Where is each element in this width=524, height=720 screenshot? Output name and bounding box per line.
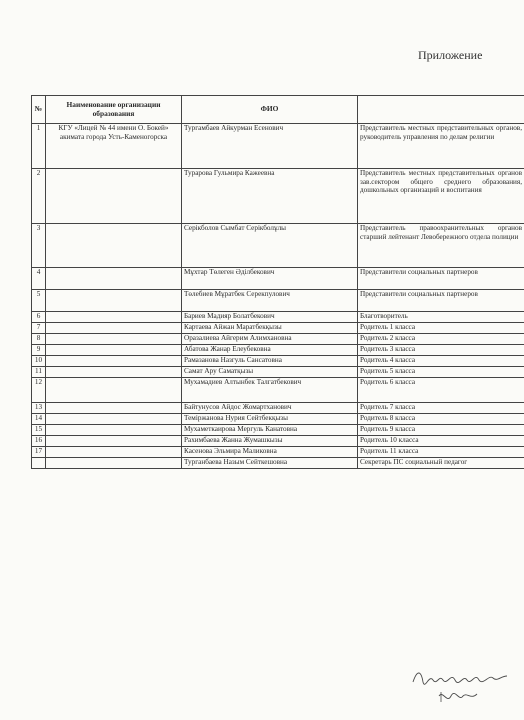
row-fio: Тургамбаев Айкурман Есенович xyxy=(182,124,358,169)
row-role: Родитель 8 класса xyxy=(358,414,524,425)
header-org: Наименование организации образования xyxy=(46,96,182,124)
org-empty-cell xyxy=(46,312,182,323)
org-empty-cell xyxy=(46,414,182,425)
row-num: 7 xyxy=(32,323,46,334)
row-fio: Касенова Эльмира Маликовна xyxy=(182,447,358,458)
row-role: Родитель 10 класса xyxy=(358,436,524,447)
table-row xyxy=(32,378,524,403)
row-role: Родитель 11 класса xyxy=(358,447,524,458)
row-fio: Мухамадиев Алтынбек Талгатбекович xyxy=(182,378,358,403)
row-fio: Рахимбаева Жанна Жумашкызы xyxy=(182,436,358,447)
table-row xyxy=(32,224,524,268)
row-role: Родитель 1 класса xyxy=(358,323,524,334)
header-fio: ФИО xyxy=(182,96,358,124)
row-role: Секретарь ПС социальный педагог xyxy=(358,458,524,469)
org-empty-cell xyxy=(46,425,182,436)
table-row xyxy=(32,458,524,469)
org-empty-cell xyxy=(46,436,182,447)
row-role: Родитель 4 класса xyxy=(358,356,524,367)
row-num: 5 xyxy=(32,290,46,312)
org-empty-cell xyxy=(46,378,182,403)
header-role xyxy=(358,96,524,124)
org-empty-cell xyxy=(46,290,182,312)
row-fio: Мухаметкаирова Мергуль Канатовна xyxy=(182,425,358,436)
row-num: 11 xyxy=(32,367,46,378)
org-empty-cell xyxy=(46,345,182,356)
row-fio: Абатова Жанар Елеубековна xyxy=(182,345,358,356)
row-role: Представители социальных партнеров xyxy=(358,290,524,312)
org-empty-cell xyxy=(46,268,182,290)
row-role: Представитель местных представительных органов, руководитель управления по делам религии xyxy=(358,124,524,169)
handwritten-signature xyxy=(405,660,515,710)
table-row xyxy=(32,447,524,458)
row-fio: Байтунусов Айдос Жомартханович xyxy=(182,403,358,414)
row-num: 3 xyxy=(32,224,46,268)
row-fio: Картаева Айжан Маратбекқызы xyxy=(182,323,358,334)
table-row xyxy=(32,345,524,356)
org-empty-cell xyxy=(46,169,182,224)
row-num: 1 xyxy=(32,124,46,169)
row-num: 9 xyxy=(32,345,46,356)
row-fio: Рамазанова Назгуль Сансатовна xyxy=(182,356,358,367)
row-num xyxy=(32,458,46,469)
row-role: Родитель 6 класса xyxy=(358,378,524,403)
row-num: 16 xyxy=(32,436,46,447)
row-role: Родитель 7 класса xyxy=(358,403,524,414)
row-num: 13 xyxy=(32,403,46,414)
row-fio: Серікболов Сымбат Серікболұлы xyxy=(182,224,358,268)
row-fio: Мұхтар Төлеген Әділбекович xyxy=(182,268,358,290)
row-role: Представители социальных партнеров xyxy=(358,268,524,290)
row-role: Родитель 3 класса xyxy=(358,345,524,356)
row-num: 2 xyxy=(32,169,46,224)
table-row xyxy=(32,268,524,290)
row-fio: Төлебиев Мұратбек Серекпулович xyxy=(182,290,358,312)
table-row xyxy=(32,403,524,414)
org-empty-cell xyxy=(46,334,182,345)
org-empty-cell xyxy=(46,367,182,378)
table-row xyxy=(32,169,524,224)
members-table xyxy=(31,95,524,469)
row-num: 15 xyxy=(32,425,46,436)
org-empty-cell xyxy=(46,356,182,367)
org-empty-cell xyxy=(46,458,182,469)
row-role: Представитель правоохранительных органов старший лейтенант Левобережного отдела полиции xyxy=(358,224,524,268)
row-role: Представитель местных представительных органов зав.сектором общего среднего образования, дошкольных организаций и воспитания xyxy=(358,169,524,224)
table-row xyxy=(32,312,524,323)
org-empty-cell xyxy=(46,403,182,414)
org-empty-cell xyxy=(46,323,182,334)
table-header-row xyxy=(32,96,524,124)
row-fio: Теміржанова Нурия Сейтбекқызы xyxy=(182,414,358,425)
row-fio: Оразалиева Айгерим Алимхановна xyxy=(182,334,358,345)
row-num: 4 xyxy=(32,268,46,290)
table-row xyxy=(32,414,524,425)
table-row xyxy=(32,124,524,169)
row-fio: Турганбаева Назым Сейткешовна xyxy=(182,458,358,469)
row-num: 6 xyxy=(32,312,46,323)
row-num: 12 xyxy=(32,378,46,403)
header-num: № xyxy=(32,96,46,124)
org-name: КГУ «Лицей № 44 имени О. Бокей» акимата города Усть-Каменогорска xyxy=(46,124,182,169)
table-row xyxy=(32,290,524,312)
table-row xyxy=(32,436,524,447)
row-fio: Бариев Мадияр Болатбекович xyxy=(182,312,358,323)
table-row xyxy=(32,356,524,367)
row-role: Родитель 5 класса xyxy=(358,367,524,378)
appendix-label: Приложение xyxy=(418,48,483,62)
row-num: 10 xyxy=(32,356,46,367)
row-fio: Турарова Гульмира Кажеевна xyxy=(182,169,358,224)
table-row xyxy=(32,367,524,378)
org-empty-cell xyxy=(46,224,182,268)
org-empty-cell xyxy=(46,447,182,458)
table-row xyxy=(32,425,524,436)
row-num: 8 xyxy=(32,334,46,345)
table-row xyxy=(32,334,524,345)
table-row xyxy=(32,323,524,334)
row-num: 14 xyxy=(32,414,46,425)
row-fio: Самат Ару Саматқызы xyxy=(182,367,358,378)
row-num: 17 xyxy=(32,447,46,458)
row-role: Благотворитель xyxy=(358,312,524,323)
row-role: Родитель 2 класса xyxy=(358,334,524,345)
row-role: Родитель 9 класса xyxy=(358,425,524,436)
